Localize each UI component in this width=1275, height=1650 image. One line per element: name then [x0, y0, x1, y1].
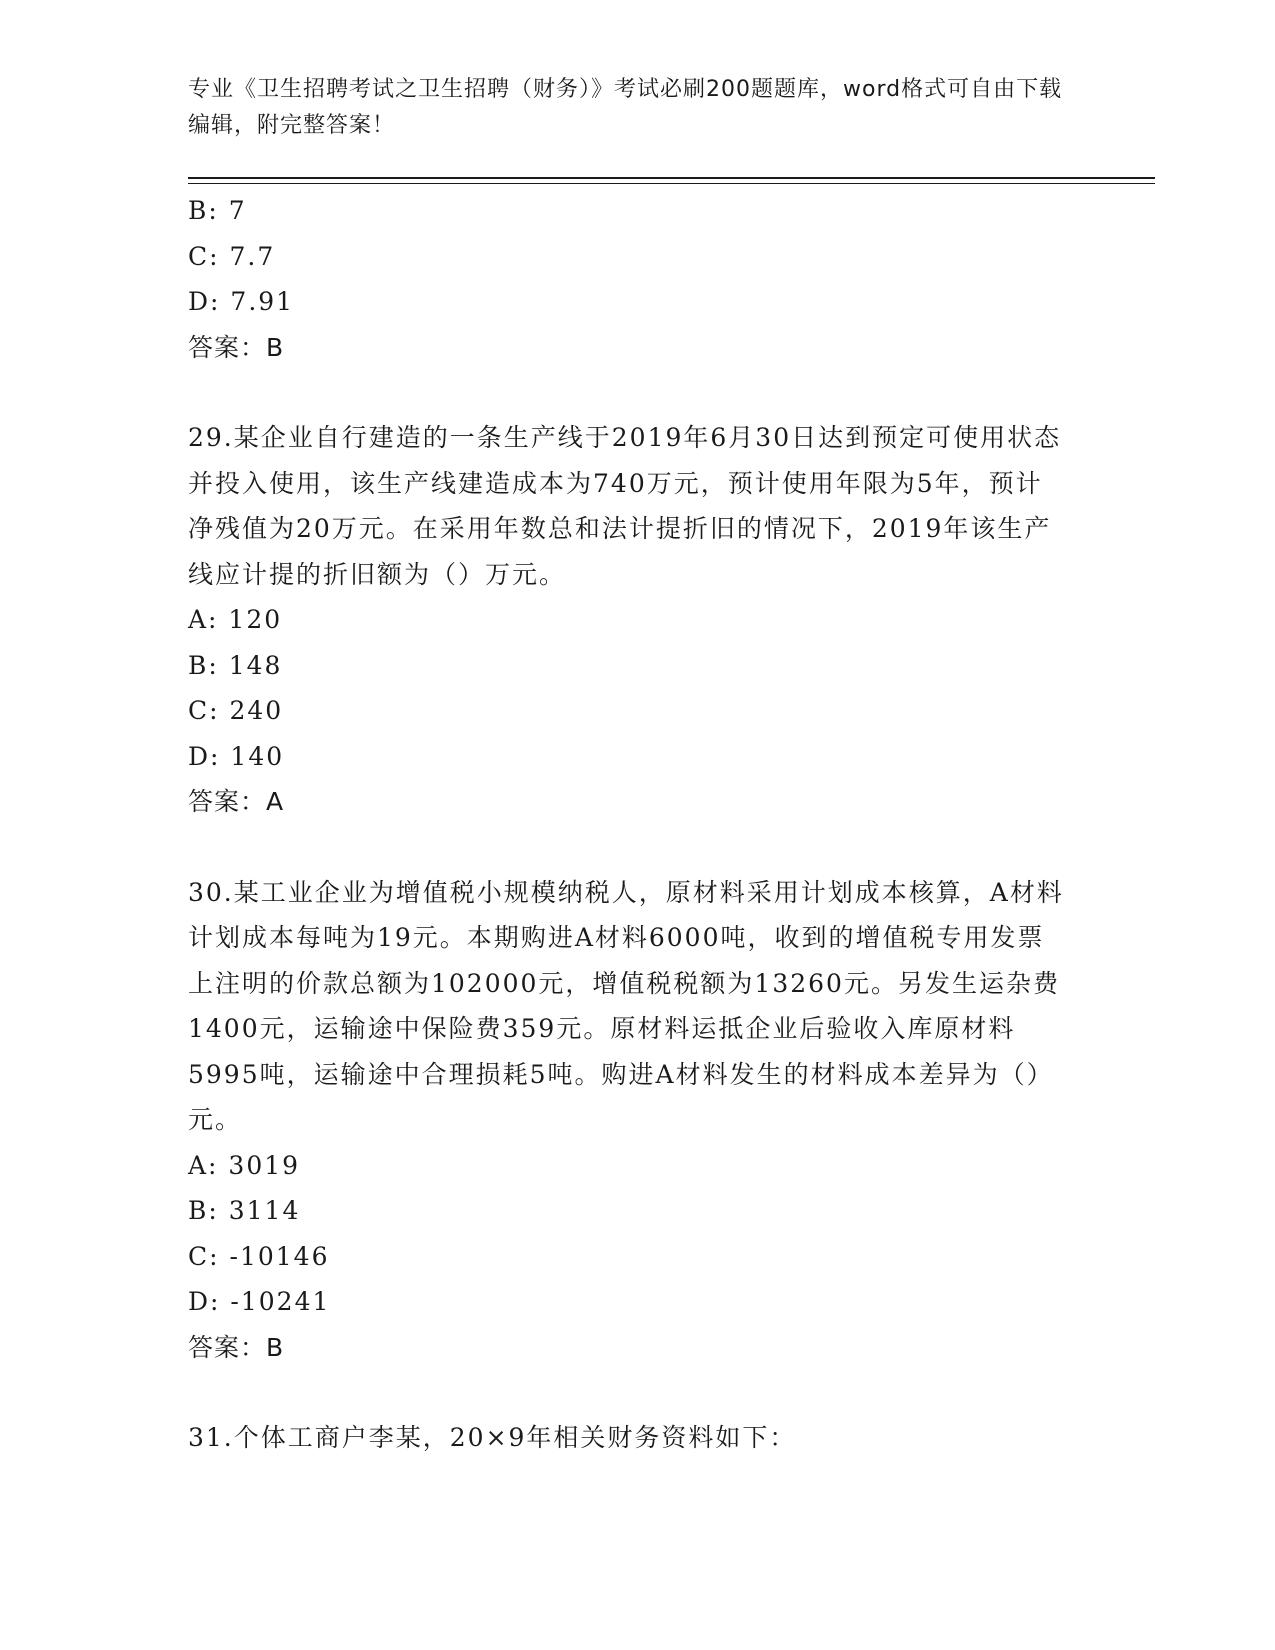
document-header: 专业《卫生招聘考试之卫生招聘（财务）》考试必刷200题题库，word格式可自由下载编辑，附完整答案！	[188, 77, 1063, 138]
option-b: B: 148	[188, 650, 283, 680]
question-30-block	[188, 870, 1068, 1371]
option-c: C: 240	[188, 696, 284, 725]
option-a: A: 120	[188, 605, 283, 634]
question-29-block	[188, 415, 1068, 825]
spacer	[188, 825, 1068, 870]
option-d: D: -10241	[188, 1287, 331, 1316]
option-c: C: -10146	[188, 1241, 330, 1271]
question-29-text: 29.某企业自行建造的一条生产线于2019年6月30日达到预定可使用状态并投入使用，该生产线建造成本为740万元，预计使用年限为5年，预计净残值为20万元。在采用年数总和法计提折旧的情况下，2019年该生产线应计提的折旧额为（）万元。	[188, 423, 1062, 589]
prev-question-block	[188, 188, 1068, 370]
option-d: D: 140	[188, 741, 285, 771]
option-d: D: 7.91	[188, 287, 295, 316]
option-b: B: 3114	[188, 1196, 301, 1225]
question-31-block	[188, 1415, 1068, 1461]
header-rule-thick	[188, 177, 1155, 179]
question-content	[188, 188, 1068, 1461]
answer-line: 答案：B	[188, 1332, 285, 1362]
question-31-text: 31.个体工商户李某，20×9年相关财务资料如下：	[188, 1423, 797, 1452]
option-c: C: 7.7	[188, 241, 276, 271]
spacer	[188, 370, 1068, 415]
spacer	[188, 1370, 1068, 1415]
header-rule-thin	[188, 183, 1155, 184]
option-a: A: 3019	[188, 1150, 301, 1180]
question-30-text: 30.某工业企业为增值税小规模纳税人，原材料采用计划成本核算，A材料计划成本每吨为19元。本期购进A材料6000吨，收到的增值税专用发票上注明的价款总额为102000元，增值税税额为13260元。另发生运杂费1400元，运输途中保险费359元。原材料运抵企业后验收入库原材料5995吨，运输途中合理损耗5吨。购进A材料发生的材料成本差异为（）元。	[188, 877, 1064, 1134]
option-b: B: 7	[188, 196, 247, 225]
answer-line: 答案：A	[188, 787, 285, 816]
answer-line: 答案：B	[188, 332, 285, 362]
